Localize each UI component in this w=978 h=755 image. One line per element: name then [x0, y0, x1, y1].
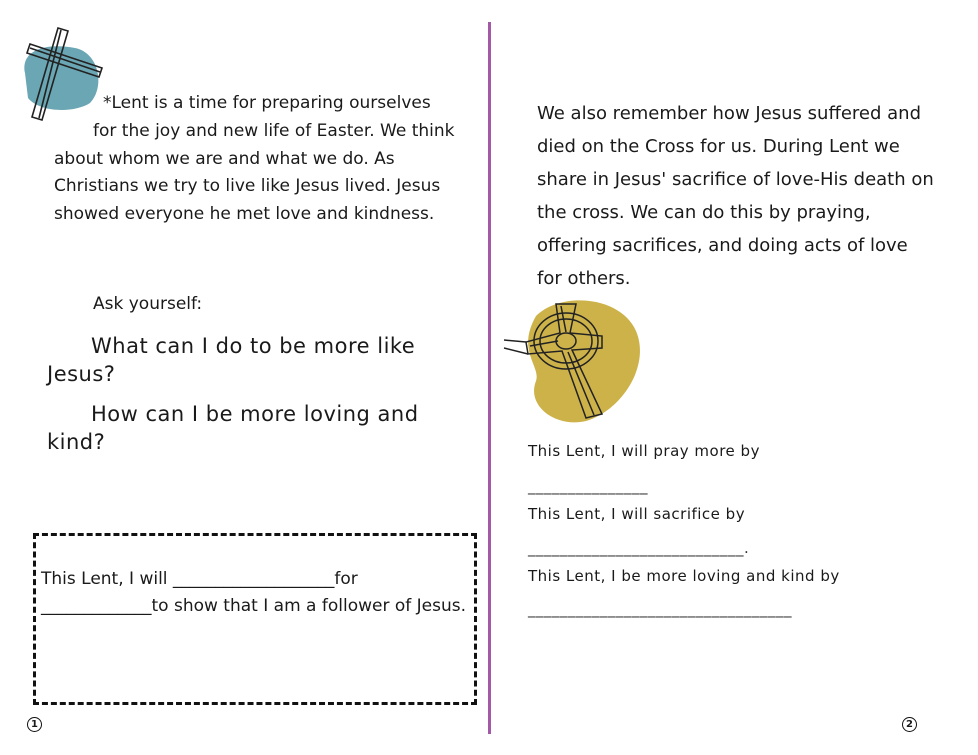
ask-yourself-label: Ask yourself:	[93, 294, 203, 314]
commitment-sacrifice-blank: ___________________________.	[528, 539, 750, 557]
intro-text: for the joy and new life of Easter. We think about whom we are and what we do. As Christians we try to live like Jesus lived. Jesus showed everyone he met love and kindness.	[54, 121, 455, 224]
question-1	[47, 332, 442, 388]
question-2-text: How can I be more loving and kind?	[47, 402, 419, 454]
question-1-text: What can I do to be more like Jesus?	[47, 334, 416, 386]
question-2	[47, 400, 442, 456]
intro-line-1: *Lent is a time for preparing ourselves	[103, 93, 431, 113]
commitment-loving-label: This Lent, I be more loving and kind by	[528, 567, 840, 585]
commitment-sacrifice-label: This Lent, I will sacrifice by	[528, 505, 746, 523]
pledge-text: This Lent, I will ___________________for _____________to show that I am a follower of Jesus.	[41, 569, 466, 616]
pledge-box	[33, 533, 477, 705]
celtic-cross-icon	[506, 296, 646, 426]
cross-icon	[20, 28, 110, 118]
page-number-2: 2	[902, 717, 917, 732]
right-page	[492, 0, 978, 755]
commitment-pray-blank: _______________	[528, 477, 648, 495]
commitment-pray-label: This Lent, I will pray more by	[528, 442, 760, 460]
page-number-1: 1	[27, 717, 42, 732]
intro-paragraph	[54, 118, 464, 228]
commitment-loving-blank: _________________________________	[528, 600, 792, 618]
right-paragraph: We also remember how Jesus suffered and died on the Cross for us. During Lent we share in Jesus' sacrifice of love-His death on the cross. We can do this by praying, offering sacrifices, and doing acts of love for others.	[537, 103, 934, 289]
